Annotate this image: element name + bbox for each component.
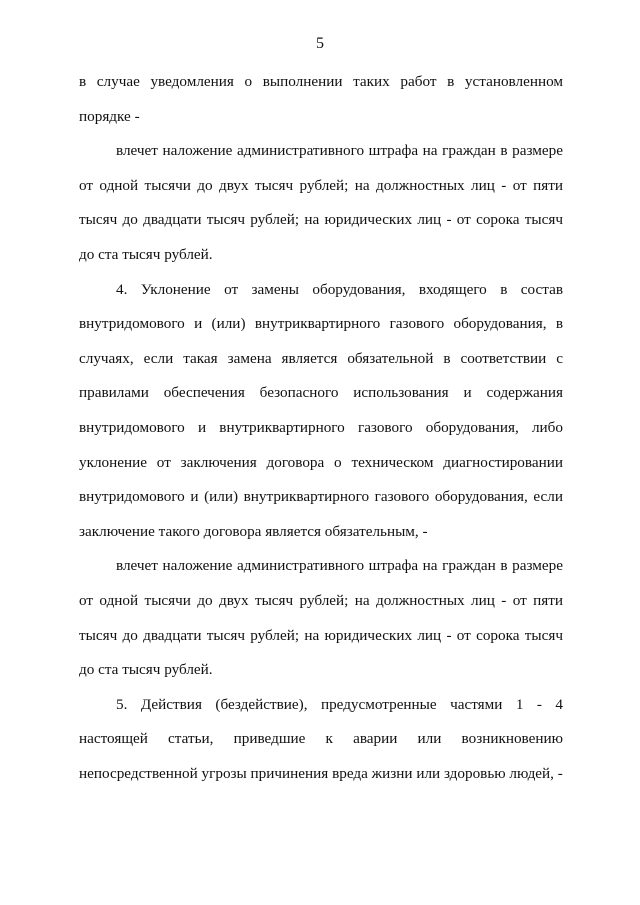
page-number: 5: [316, 35, 324, 52]
document-body: [79, 65, 563, 791]
paragraph-part-4: 4. Уклонение от замены оборудования, входящего в состав внутридомового и (или) внутриквартирного газового оборудования, в случаях, если такая замена является обязательной в соответствии с правилами обеспечения безопасного использования и содержания внутридомового и внутриквартирного газового оборудования, либо уклонение от заключения договора о техническом диагностировании внутридомового и (или) внутриквартирного газового оборудования, если заключение такого договора является обязательным, -: [79, 280, 563, 540]
paragraph-penalty-2: влечет наложение административного штрафа на граждан в размере от одной тысячи до двух тысяч рублей; на должностных лиц - от пяти тысяч до двадцати тысяч рублей; на юридических лиц - от сорока тысяч до ста тысяч рублей.: [79, 557, 563, 679]
paragraph-part-5: 5. Действия (бездействие), предусмотренные частями 1 - 4 настоящей статьи, приведшие к аварии или возникновению непосредственной угрозы причинения вреда жизни или здоровью людей, -: [79, 695, 563, 782]
paragraph-penalty-1: влечет наложение административного штрафа на граждан в размере от одной тысячи до двух тысяч рублей; на должностных лиц - от пяти тысяч до двадцати тысяч рублей; на юридических лиц - от сорока тысяч до ста тысяч рублей.: [79, 142, 563, 263]
paragraph-continuation: в случае уведомления о выполнении таких работ в установленном порядке -: [79, 73, 563, 125]
